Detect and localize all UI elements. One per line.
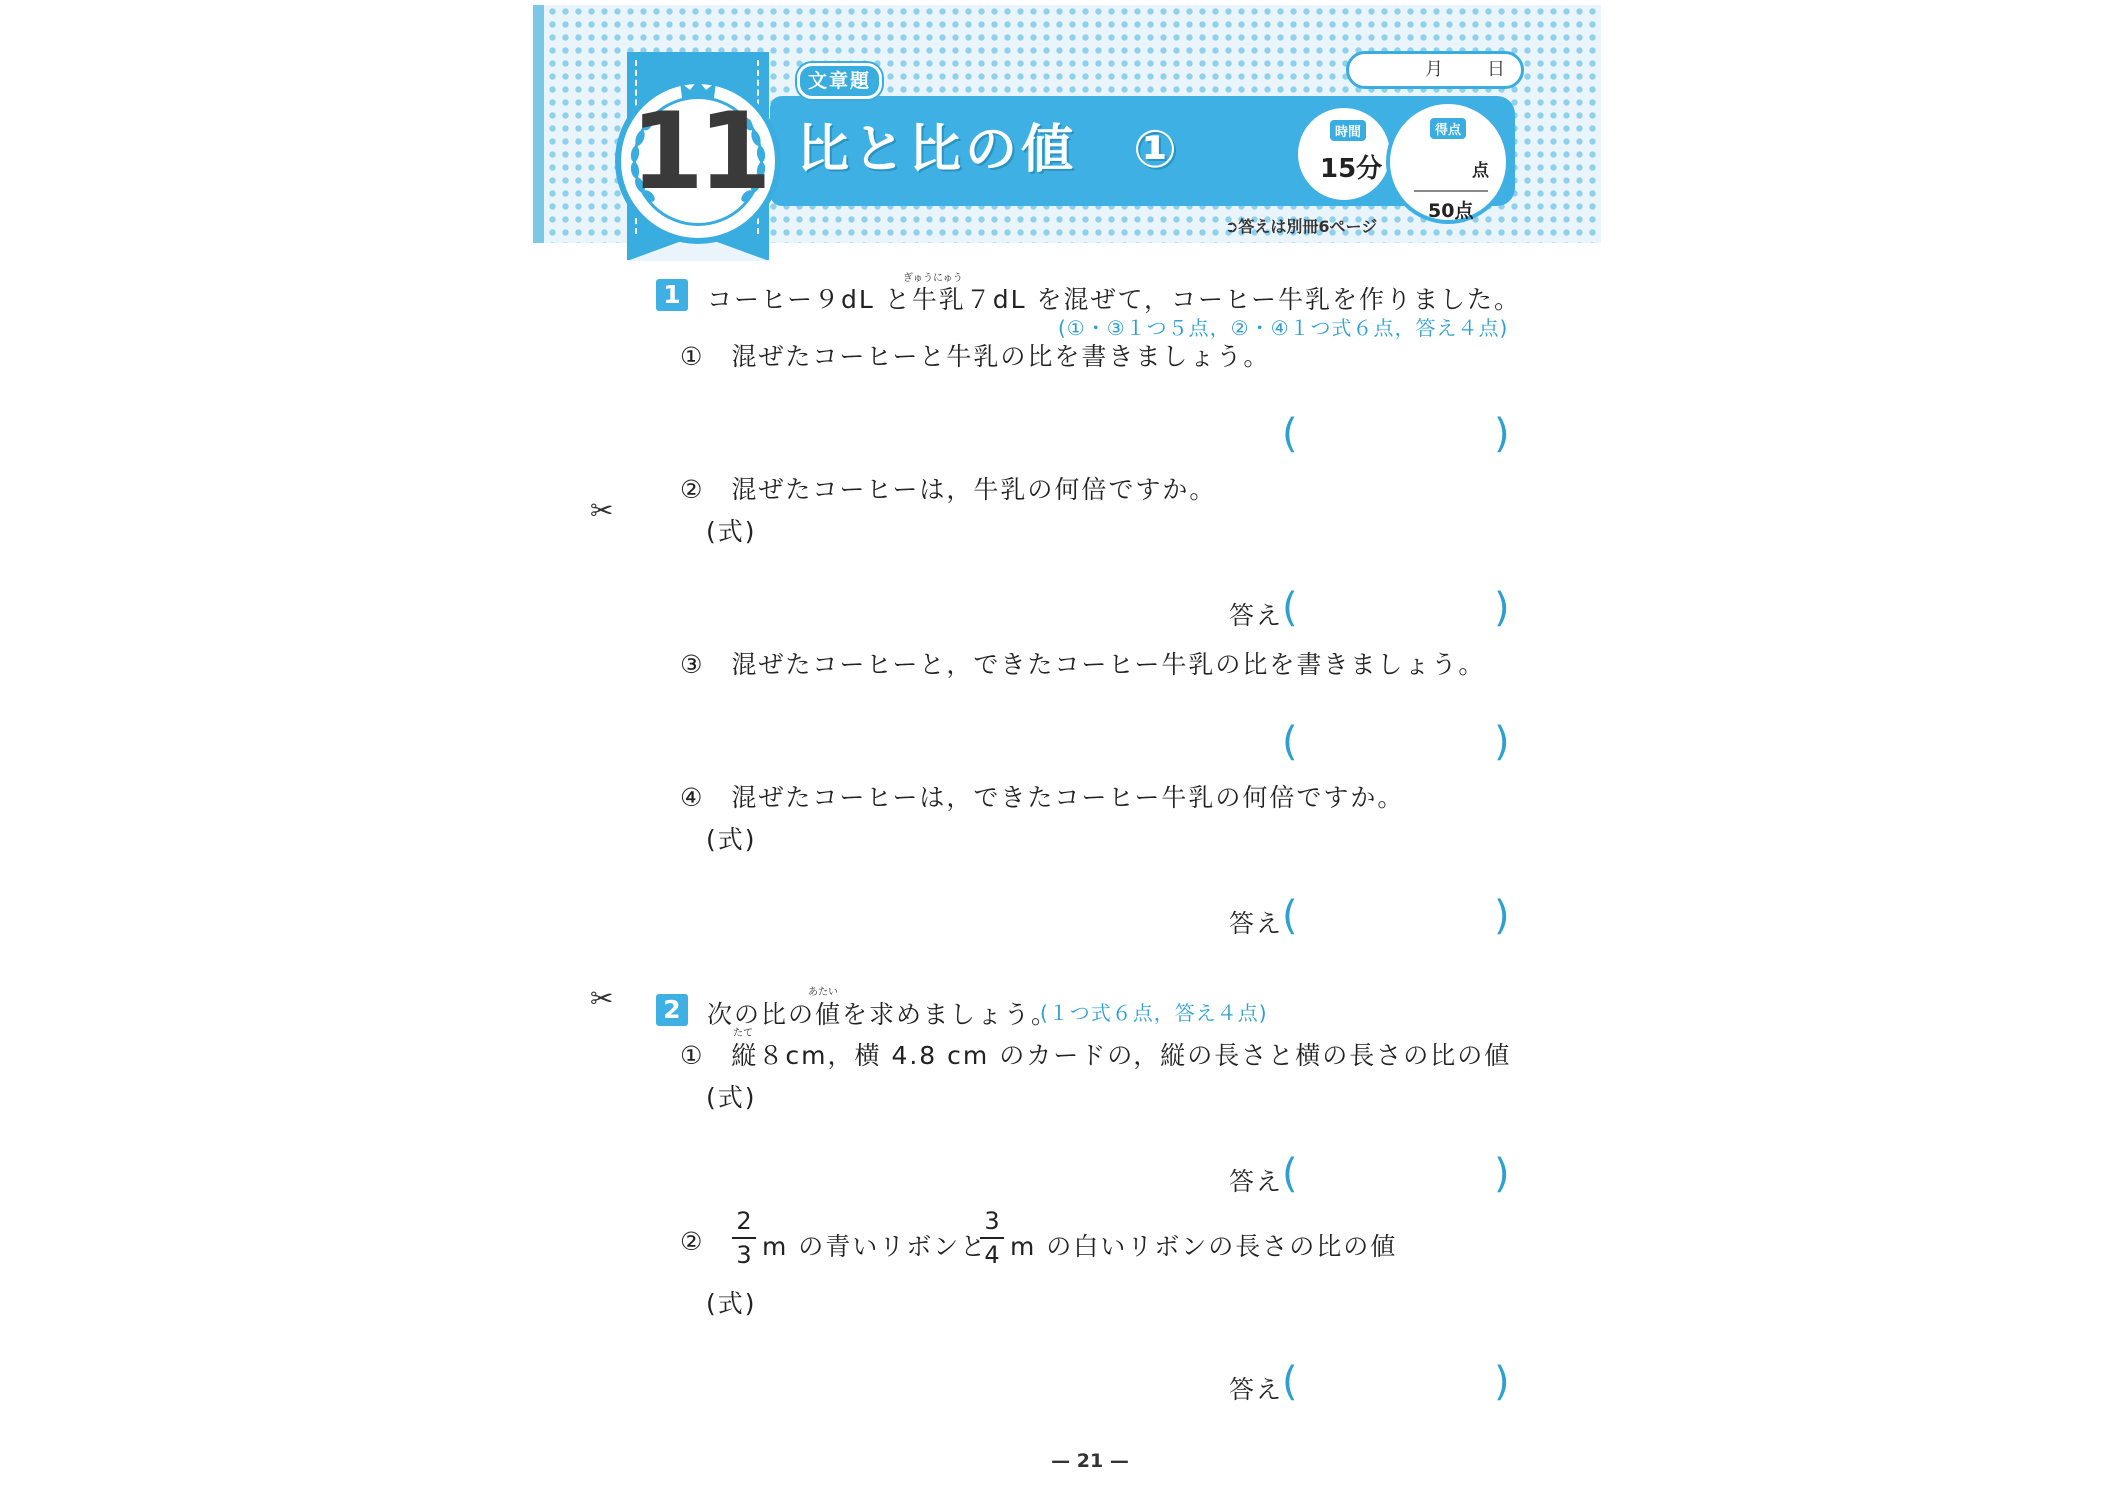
fraction-1-numerator: 2	[736, 1207, 752, 1235]
answer-label: 答え	[1229, 1375, 1284, 1404]
formula-label: (式)	[706, 1083, 757, 1112]
score-circle[interactable]	[1386, 100, 1510, 224]
fraction-2-bar	[980, 1237, 1004, 1239]
score-unit: 点	[1472, 161, 1489, 181]
q2-sub2-prefix: ②	[680, 1227, 705, 1256]
answer-paren-open: (	[1282, 893, 1298, 939]
time-value: 15分	[1320, 154, 1383, 184]
ruby-gyunyu: ぎゅうにゅう	[903, 273, 963, 284]
question-2-points: (１つ式６点，答え４点)	[1040, 1001, 1268, 1025]
question-2-text: 次の比の値を求めましょう。	[707, 1000, 1059, 1029]
answer-paren-close: )	[1494, 1359, 1510, 1405]
scissors-icon: ✂	[590, 494, 614, 527]
formula-label: (式)	[706, 825, 757, 854]
answers-reference: ➲答えは別冊6ページ	[1225, 217, 1378, 236]
answer-paren-close: )	[1494, 893, 1510, 939]
q1-sub3-text: ③ 混ぜたコーヒーと，できたコーヒー牛乳の比を書きましょう。	[680, 650, 1486, 679]
page-title: 比と比の値 ①	[797, 120, 1182, 180]
answer-paren-close: )	[1494, 719, 1510, 765]
answer-label: 答え	[1229, 601, 1284, 630]
q1-sub1-text: ① 混ぜたコーヒーと牛乳の比を書きましょう。	[680, 342, 1271, 371]
question-1-points: (①・③１つ５点，②・④１つ式６点，答え４点)	[1058, 316, 1509, 340]
lesson-number: 11	[630, 90, 766, 213]
fraction-2-denominator: 4	[984, 1241, 1000, 1269]
q1-sub4-text: ④ 混ぜたコーヒーは，できたコーヒー牛乳の何倍ですか。	[680, 783, 1405, 812]
day-label: 日	[1487, 59, 1505, 80]
ruby-tate: たて	[733, 1028, 753, 1039]
category-badge: 文章題	[797, 63, 882, 99]
fraction-1-denominator: 3	[736, 1241, 752, 1269]
time-circle	[1294, 104, 1394, 204]
header-edge	[533, 5, 544, 243]
answer-paren-open: (	[1282, 719, 1298, 765]
fraction-2-numerator: 3	[984, 1207, 1000, 1235]
answer-paren-close: )	[1494, 585, 1510, 631]
question-number-2: 2	[656, 994, 688, 1026]
question-number-1: 1	[656, 279, 688, 311]
formula-label: (式)	[706, 1289, 757, 1318]
answer-paren-open: (	[1282, 1359, 1298, 1405]
score-label: 得点	[1430, 118, 1466, 139]
date-field[interactable]	[1346, 51, 1524, 89]
fraction-1-bar	[732, 1237, 756, 1239]
answer-paren-open: (	[1282, 1151, 1298, 1197]
month-label: 月	[1425, 59, 1443, 80]
q1-sub2-text: ② 混ぜたコーヒーは，牛乳の何倍ですか。	[680, 475, 1217, 504]
page-number: — 21 —	[1051, 1450, 1129, 1472]
answer-label: 答え	[1229, 1167, 1284, 1196]
answer-paren-close: )	[1494, 1151, 1510, 1197]
score-total: 50点	[1428, 200, 1474, 222]
answer-paren-open: (	[1282, 411, 1298, 457]
answer-paren-close: )	[1494, 411, 1510, 457]
formula-label: (式)	[706, 517, 757, 546]
answer-label: 答え	[1229, 909, 1284, 938]
q2-sub2-middle: m の青いリボンと	[762, 1232, 988, 1261]
ruby-atai: あたい	[808, 987, 838, 998]
time-label: 時間	[1330, 120, 1366, 141]
score-divider	[1414, 190, 1488, 192]
q2-sub2-end: m の白いリボンの長さの比の値	[1010, 1232, 1398, 1261]
q2-sub1-text: ① 縦８cm，横 4.8 cm のカードの，縦の長さと横の長さの比の値	[680, 1041, 1512, 1070]
question-1-text: コーヒー９dL と牛乳７dL を混ぜて，コーヒー牛乳を作りました。	[707, 285, 1521, 314]
scissors-icon: ✂	[590, 982, 614, 1015]
answer-paren-open: (	[1282, 585, 1298, 631]
